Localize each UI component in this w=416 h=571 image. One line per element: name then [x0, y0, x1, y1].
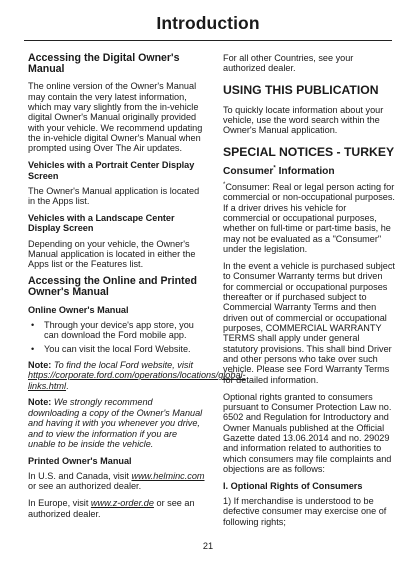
paragraph-landscape-display: Depending on your vehicle, the Owner's Manual application is located in either the Apps list or the Features list.: [28, 238, 196, 270]
paragraph-other-countries: For all other Countries, see your authorized dealer.: [223, 53, 354, 74]
heading-landscape-display: Vehicles with a Landscape Center Display Screen: [28, 213, 175, 234]
note-label: Note:: [28, 397, 52, 408]
paragraph-us-canada: [28, 471, 206, 492]
ford-global-links-link[interactable]: https://corporate.ford.com/operations/locations/global-links.html: [28, 370, 246, 391]
heading-special-notices: SPECIAL NOTICES - TURKEY: [223, 144, 395, 159]
heading-information-word: Information: [275, 165, 335, 177]
note-label: Note:: [28, 359, 52, 370]
heading-printed-manual: Printed Owner's Manual: [28, 455, 132, 466]
note-text: We strongly recommend downloading a copy of the Owner's Manual and having it with you whenever you drive, and to view the information if you are unable to be inside the vehicle.: [28, 397, 203, 449]
page-header: [0, 0, 416, 40]
helminc-link[interactable]: www.helminc.com: [131, 471, 205, 481]
z-order-link[interactable]: www.z-order.de: [90, 498, 154, 509]
paragraph-defective-merchandise: 1) If merchandise is understood to be defective consumer may exercise one of following rights;: [223, 496, 387, 527]
note-text: To find the local Ford website, visit: [53, 359, 194, 370]
page-number: 21: [202, 541, 214, 551]
text-us-canada-end: or see an authorized dealer.: [28, 481, 142, 492]
right-column: [223, 53, 395, 534]
paragraph-digital-manual: The online version of the Owner's Manual may contain the very latest information, which may vary slightly from the in-vehicle digital Owner's Manual originally provided with your vehicle. We recommend updating the in-vehicle digital Owner's Manual when prompted using Over The Air updates.: [28, 81, 203, 154]
paragraph-warranty-terms: In the event a vehicle is purchased subject to Consumer Warranty terms but driven for commercial or occupational purposes thereafter or if purchased subject to Commercial Warranty Terms and then driven out of commercial or occupational purposes, COMMERCIAL WARRANTY TERMS shall apply under general statutory provisions. This shall bind Driver and other persons who take over such vehicle. Please see Ford Warranty Terms for detailed information.: [223, 260, 395, 385]
paragraph-optional-rights: Optional rights granted to consumers pursuant to Consumer Protection Law no. 6502 and Regulation for Introductory and Owner Manuals published at the Official Gazette dated 13.06.2014 and no. 29029 and information related to authorities to which consumers may file complaints and objections are as follows:: [223, 391, 392, 474]
heading-using-publication: USING THIS PUBLICATION: [223, 82, 379, 97]
note-ford-website: [28, 359, 246, 391]
heading-consumer-word: Consumer: [223, 165, 274, 177]
page-title: Introduction: [156, 13, 260, 33]
heading-digital-manual: Accessing the Digital Owner's Manual: [28, 52, 180, 76]
text-europe-end: or see an authorized dealer.: [28, 498, 195, 519]
text-us-canada: In U.S. and Canada, visit: [28, 471, 129, 481]
list-item: • Through your device's app store, you can download the Ford mobile app.: [28, 320, 206, 341]
header-rule: [24, 40, 392, 41]
note-download-manual: [28, 397, 206, 449]
text-consumer-definition: Consumer: Real or legal person acting for commercial or non-occupational purposes. If a driver drives his vehicle for commercial or occupational purposes, whether on full-time or part-time basis, he may not be evaluated as a "Consumer" under the legislation.: [223, 182, 395, 255]
heading-online-manual: Online Owner's Manual: [28, 304, 129, 315]
paragraph-europe: [28, 498, 206, 519]
text-europe: In Europe, visit: [28, 498, 89, 509]
heading-portrait-display: Vehicles with a Portrait Center Display Screen: [28, 160, 195, 181]
paragraph-using-publication: To quickly locate information about your vehicle, use the word search within the Owner's Manual application.: [223, 104, 384, 136]
heading-optional-rights: I. Optional Rights of Consumers: [223, 480, 363, 491]
heading-consumer-information: [223, 167, 395, 177]
online-manual-list: [28, 320, 206, 354]
paragraph-consumer-definition: [223, 182, 395, 254]
note-end: .: [66, 380, 69, 391]
footnote-marker: *: [223, 181, 226, 188]
list-item: • You can visit the local Ford Website.: [28, 344, 206, 354]
heading-online-printed: Accessing the Online and Printed Owner's Manual: [28, 275, 197, 299]
left-column: [28, 52, 246, 525]
footnote-marker: *: [273, 165, 276, 172]
paragraph-portrait-display: The Owner's Manual application is located in the Apps list.: [28, 185, 200, 207]
